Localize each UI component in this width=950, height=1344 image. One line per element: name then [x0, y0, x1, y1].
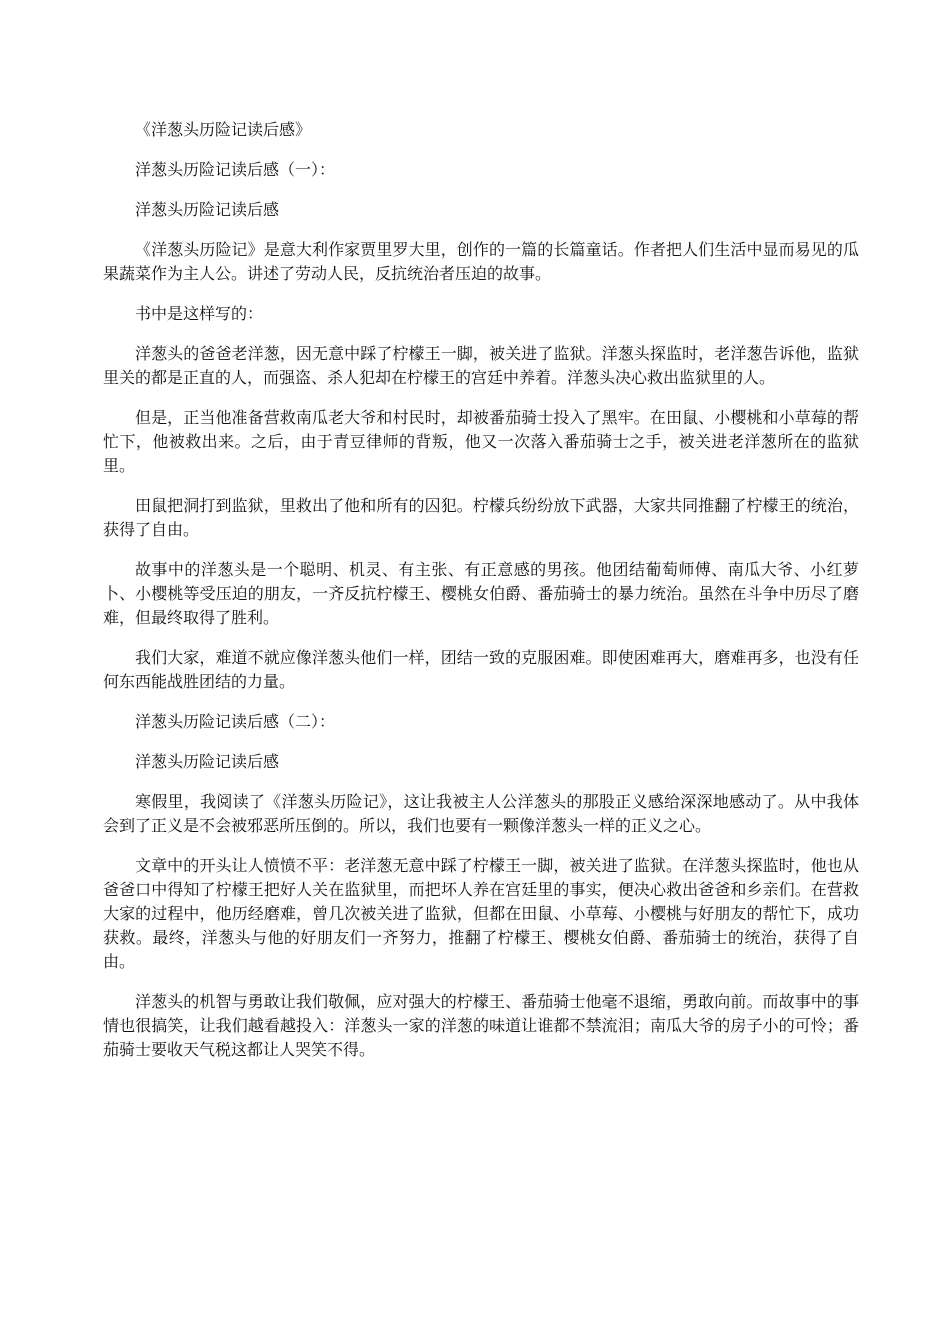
paragraph: 文章中的开头让人愤愤不平：老洋葱无意中踩了柠檬王一脚，被关进了监狱。在洋葱头探监时，他也从爸爸口中得知了柠檬王把好人关在监狱里，而把坏人养在宫廷里的事实，便决心救出爸爸和乡亲们。在营救大家的过程中，他历经磨难，曾几次被关进了监狱，但都在田鼠、小草莓、小樱桃与好朋友的帮忙下，成功获救。最终，洋葱头与他的好朋友们一齐努力，推翻了柠檬王、樱桃女伯爵、番茄骑士的统治，获得了自由。: [103, 856, 859, 971]
paragraph: 故事中的洋葱头是一个聪明、机灵、有主张、有正意感的男孩。他团结葡萄师傅、南瓜大爷、小红萝卜、小樱桃等受压迫的朋友，一齐反抗柠檬王、樱桃女伯爵、番茄骑士的暴力统治。虽然在斗争中历尽了磨难，但最终取得了胜利。: [103, 560, 859, 627]
paragraph: 田鼠把洞打到监狱，里救出了他和所有的囚犯。柠檬兵纷纷放下武器，大家共同推翻了柠檬王的统治，获得了自由。: [103, 496, 859, 539]
document-title: 《洋葱头历险记读后感》: [135, 120, 312, 139]
section-heading: 洋葱头历险记读后感（二）：: [135, 712, 336, 731]
paragraph: 书中是这样写的：: [135, 304, 264, 323]
paragraph: 洋葱头的机智与勇敢让我们敬佩，应对强大的柠檬王、番茄骑士他毫不退缩，勇敢向前。而故事中的事情也很搞笑，让我们越看越投入：洋葱头一家的洋葱的味道让谁都不禁流泪；南瓜大爷的房子小的可怜；番茄骑士要收天气税这都让人哭笑不得。: [103, 992, 859, 1059]
section-heading: 洋葱头历险记读后感（一）：: [135, 160, 336, 179]
paragraph: 洋葱头的爸爸老洋葱，因无意中踩了柠檬王一脚，被关进了监狱。洋葱头探监时，老洋葱告诉他，监狱里关的都是正直的人，而强盗、杀人犯却在柠檬王的宫廷中养着。洋葱头决心救出监狱里的人。: [103, 344, 859, 387]
paragraph: 寒假里，我阅读了《洋葱头历险记》，这让我被主人公洋葱头的那股正义感给深深地感动了。从中我体会到了正义是不会被邪恶所压倒的。所以，我们也要有一颗像洋葱头一样的正义之心。: [103, 792, 859, 835]
section-subheading: 洋葱头历险记读后感: [135, 200, 280, 219]
paragraph: 《洋葱头历险记》是意大利作家贾里罗大里，创作的一篇的长篇童话。作者把人们生活中显而易见的瓜果蔬菜作为主人公。讲述了劳动人民，反抗统治者压迫的故事。: [103, 240, 859, 283]
paragraph: 我们大家，难道不就应像洋葱头他们一样，团结一致的克服困难。即使困难再大，磨难再多，也没有任何东西能战胜团结的力量。: [103, 648, 859, 691]
document-page: [103, 118, 859, 1078]
section-subheading: 洋葱头历险记读后感: [135, 752, 280, 771]
paragraph: 但是，正当他准备营救南瓜老大爷和村民时，却被番茄骑士投入了黑牢。在田鼠、小樱桃和小草莓的帮忙下，他被救出来。之后，由于青豆律师的背叛，他又一次落入番茄骑士之手，被关进老洋葱所在的监狱里。: [103, 408, 859, 475]
